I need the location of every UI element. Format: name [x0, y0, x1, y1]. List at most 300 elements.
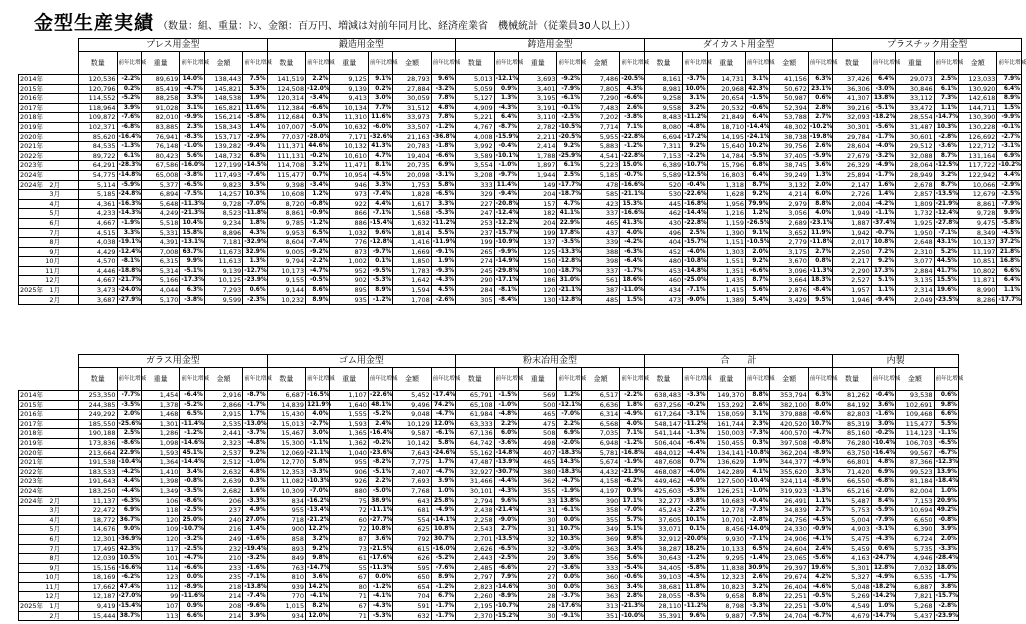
change-rate-cell: -10.3%: [306, 477, 330, 487]
group-header-0: ガラス用金型: [79, 355, 268, 368]
value-cell: 2,443: [456, 554, 494, 564]
value-cell: 475: [519, 419, 557, 429]
value-cell: 313: [581, 602, 619, 612]
value-cell: 569: [519, 391, 557, 401]
change-rate-cell: -23.9%: [243, 276, 267, 286]
change-rate-cell: 25.8%: [431, 496, 455, 506]
change-rate-cell: -32.9%: [243, 238, 267, 248]
change-rate-cell: -9.7%: [494, 170, 518, 180]
change-rate-cell: -2.2%: [683, 506, 707, 516]
change-rate-cell: -12.2%: [494, 218, 518, 228]
group-header-2: 鋳造用金型: [456, 39, 645, 52]
table-row: [19, 563, 1022, 573]
change-rate-cell: -12.1%: [557, 400, 581, 410]
change-rate-cell: -6.1%: [557, 94, 581, 104]
value-cell: 548,147: [644, 419, 682, 429]
value-cell: 30,301: [833, 122, 871, 132]
row-year: 2015年: [20, 84, 44, 93]
change-rate-cell: -15.7%: [683, 238, 707, 248]
value-cell: 54,775: [79, 170, 117, 180]
value-cell: 1,098: [141, 438, 179, 448]
change-rate-cell: 2.6%: [808, 142, 832, 152]
change-rate-cell: 4.0%: [620, 419, 644, 429]
change-rate-cell: -11.8%: [808, 238, 832, 248]
value-cell: 67: [330, 602, 368, 612]
value-cell: 20,735: [393, 161, 431, 171]
value-cell: 64,742: [456, 438, 494, 448]
row-label: [19, 429, 79, 439]
value-cell: 38,681: [644, 582, 682, 592]
change-rate-cell: 0.6%: [808, 94, 832, 104]
change-rate-cell: -12.4%: [494, 209, 518, 219]
value-cell: 4,667: [79, 276, 117, 286]
change-rate-cell: 3.6%: [557, 554, 581, 564]
value-cell: 7,290: [581, 94, 619, 104]
change-rate-cell: -6.6%: [746, 266, 770, 276]
change-rate-cell: -14.3%: [117, 209, 141, 219]
change-rate-cell: 3.1%: [683, 94, 707, 104]
value-cell: 1,389: [707, 295, 745, 305]
change-rate-cell: 2.2%: [557, 419, 581, 429]
change-rate-cell: 1.4%: [243, 122, 267, 132]
change-rate-cell: 2.6%: [746, 573, 770, 583]
value-cell: 182: [519, 209, 557, 219]
column-header-wt: 重量: [330, 52, 368, 75]
change-rate-cell: 2.6%: [620, 103, 644, 113]
value-cell: 214: [204, 611, 242, 621]
change-rate-cell: 4.8%: [243, 467, 267, 477]
change-rate-cell: -3.8%: [683, 496, 707, 506]
table-row: [19, 122, 1022, 132]
value-cell: 18,169: [79, 573, 117, 583]
change-rate-cell: -3.8%: [180, 295, 204, 305]
value-cell: 5,004: [833, 515, 871, 525]
change-rate-cell: -1.6%: [243, 563, 267, 573]
change-rate-cell: -14.7%: [871, 611, 895, 621]
change-rate-cell: 10.4%: [180, 218, 204, 228]
value-cell: 1,349: [141, 486, 179, 496]
change-rate-cell: -18.3%: [557, 448, 581, 458]
change-rate-cell: -1.5%: [746, 94, 770, 104]
value-cell: 77,037: [267, 132, 305, 142]
row-year: 2017年: [20, 103, 44, 112]
change-rate-cell: 9.0%: [117, 525, 141, 535]
change-rate-cell: -6.6%: [494, 563, 518, 573]
row-month: 11月: [45, 266, 60, 275]
value-cell: 2,537: [204, 448, 242, 458]
row-label: [19, 75, 79, 85]
group-header-1: ゴム用金型: [267, 355, 456, 368]
value-cell: 5,185: [581, 170, 619, 180]
change-rate-cell: 9.1%: [368, 75, 392, 85]
change-rate-cell: 10.8%: [368, 525, 392, 535]
change-rate-cell: -1.2%: [368, 295, 392, 305]
change-rate-cell: -23.5%: [934, 295, 958, 305]
change-rate-cell: -4.6%: [808, 582, 832, 592]
row-label: [19, 458, 79, 468]
change-rate-cell: -1.2%: [431, 122, 455, 132]
change-rate-cell: 3.2%: [746, 582, 770, 592]
change-rate-cell: 6.3%: [808, 391, 832, 401]
change-rate-cell: -21.7%: [117, 276, 141, 286]
change-rate-cell: -16.8%: [683, 199, 707, 209]
value-cell: 33,973: [393, 113, 431, 123]
change-rate-cell: -11.8%: [243, 209, 267, 219]
change-rate-cell: -14.8%: [683, 266, 707, 276]
change-rate-cell: -12.1%: [494, 75, 518, 85]
change-rate-cell: 4.0%: [306, 410, 330, 420]
value-cell: 141,519: [267, 75, 305, 85]
value-cell: 8,861: [958, 199, 996, 209]
change-rate-cell: -9.0%: [683, 295, 707, 305]
change-rate-cell: -15.7%: [494, 228, 518, 238]
change-rate-cell: 2.4%: [808, 544, 832, 554]
change-rate-cell: 2.8%: [620, 592, 644, 602]
value-cell: 7,311: [644, 142, 682, 152]
value-cell: 1,410: [141, 467, 179, 477]
change-rate-cell: -1.0%: [494, 161, 518, 171]
change-rate-cell: -14.9%: [494, 257, 518, 267]
value-cell: 31,466: [456, 477, 494, 487]
value-cell: 7,714: [581, 122, 619, 132]
value-cell: 1,949: [833, 209, 871, 219]
column-header-rate: 前年比増減: [871, 52, 895, 75]
change-rate-cell: -4.9%: [871, 573, 895, 583]
change-rate-cell: -17.7%: [557, 180, 581, 190]
value-cell: 3,195: [519, 94, 557, 104]
change-rate-cell: -4.1%: [368, 592, 392, 602]
value-cell: 14,676: [79, 525, 117, 535]
row-label: [19, 151, 79, 161]
value-cell: 1,708: [393, 295, 431, 305]
value-cell: 8,483: [644, 113, 682, 123]
change-rate-cell: 0.3%: [306, 113, 330, 123]
value-cell: 1,216: [707, 209, 745, 219]
value-cell: 10,309: [267, 486, 305, 496]
change-rate-cell: 5.4%: [746, 295, 770, 305]
value-cell: 55: [330, 563, 368, 573]
row-month: 1月: [49, 286, 60, 295]
table-row: [19, 486, 1022, 496]
column-header-rate: 前年比増減: [683, 368, 707, 391]
value-cell: 22,251: [770, 592, 808, 602]
value-cell: 7,293: [204, 286, 242, 296]
value-cell: 360: [581, 573, 619, 583]
change-rate-cell: -0.2%: [871, 429, 895, 439]
change-rate-cell: 2.2%: [306, 75, 330, 85]
value-cell: 5,269: [833, 592, 871, 602]
change-rate-cell: -10.5%: [557, 122, 581, 132]
value-cell: 61: [330, 554, 368, 564]
value-cell: 284: [456, 286, 494, 296]
value-cell: 9,599: [204, 295, 242, 305]
value-cell: 7,693: [393, 477, 431, 487]
value-cell: 183,250: [79, 486, 117, 496]
value-cell: 4,432: [581, 467, 619, 477]
value-cell: 1,303: [707, 247, 745, 257]
change-rate-cell: -2.9%: [243, 132, 267, 142]
change-rate-cell: 9.2%: [306, 544, 330, 554]
value-cell: 1,593: [330, 419, 368, 429]
value-cell: 423: [581, 199, 619, 209]
change-rate-cell: -15.4%: [117, 602, 141, 612]
change-rate-cell: -2.7%: [997, 132, 1022, 142]
change-rate-cell: -16.4%: [117, 132, 141, 142]
value-cell: 150: [519, 257, 557, 267]
change-rate-cell: -5.8%: [683, 563, 707, 573]
value-cell: 5,314: [141, 266, 179, 276]
value-cell: 858: [267, 534, 305, 544]
value-cell: 30,846: [896, 84, 934, 94]
change-rate-cell: 3.0%: [368, 94, 392, 104]
row-month: 6月: [49, 218, 60, 227]
change-rate-cell: -23.1%: [808, 218, 832, 228]
value-cell: 2,290: [833, 266, 871, 276]
change-rate-cell: -1.9%: [620, 458, 644, 468]
change-rate-cell: -18.2%: [871, 113, 895, 123]
column-header-qty: 数量: [79, 368, 117, 391]
value-cell: 249,292: [79, 410, 117, 420]
change-rate-cell: -21.2%: [306, 515, 330, 525]
value-cell: 8,720: [267, 199, 305, 209]
value-cell: 15,430: [267, 410, 305, 420]
value-cell: 9,125: [330, 75, 368, 85]
change-rate-cell: -3.4%: [306, 180, 330, 190]
column-header-wt: 重量: [896, 52, 934, 75]
value-cell: 29: [519, 554, 557, 564]
value-cell: 2,314: [896, 286, 934, 296]
change-rate-cell: 6.4%: [746, 113, 770, 123]
change-rate-cell: 1.4%: [243, 525, 267, 535]
table-row: [19, 438, 1022, 448]
value-cell: 952: [330, 266, 368, 276]
change-rate-cell: -13.5%: [934, 190, 958, 200]
row-label: [19, 438, 79, 448]
value-cell: 114,123: [896, 429, 934, 439]
change-rate-cell: -4.7%: [808, 429, 832, 439]
change-rate-cell: 16.8%: [997, 257, 1022, 267]
value-cell: 99,523: [896, 467, 934, 477]
row-label-header: [19, 368, 79, 391]
value-cell: 191,538: [79, 458, 117, 468]
change-rate-cell: 3.2%: [306, 534, 330, 544]
change-rate-cell: -3.1%: [683, 410, 707, 420]
row-label: [19, 190, 79, 200]
change-rate-cell: 2.7%: [808, 113, 832, 123]
change-rate-cell: -1.0%: [180, 142, 204, 152]
change-rate-cell: 5.8%: [431, 438, 455, 448]
value-cell: 35,391: [644, 611, 682, 621]
value-cell: 5,518: [141, 218, 179, 228]
change-rate-cell: 2.7%: [808, 506, 832, 516]
change-rate-cell: -6.3%: [117, 496, 141, 506]
change-rate-cell: 25.0%: [180, 515, 204, 525]
change-rate-cell: 2.6%: [746, 400, 770, 410]
change-rate-cell: 1.0%: [934, 486, 958, 496]
change-rate-cell: 4.2%: [808, 573, 832, 583]
row-month: 3月: [49, 506, 60, 515]
change-rate-cell: 2.5%: [934, 75, 958, 85]
column-header-rate: 前年比増減: [117, 52, 141, 75]
value-cell: 37,405: [770, 151, 808, 161]
value-cell: 7,768: [393, 486, 431, 496]
value-cell: 28: [519, 602, 557, 612]
change-rate-cell: 12.8%: [871, 563, 895, 573]
value-cell: 2,648: [896, 238, 934, 248]
value-cell: 906: [330, 467, 368, 477]
value-cell: 85,160: [833, 429, 871, 439]
value-cell: 445: [644, 199, 682, 209]
row-year: 2024年: [20, 170, 44, 179]
change-rate-cell: -7.1%: [683, 286, 707, 296]
change-rate-cell: -2.2%: [117, 75, 141, 85]
change-rate-cell: -19.4%: [243, 544, 267, 554]
value-cell: 6,314: [581, 410, 619, 420]
value-cell: 449,462: [644, 477, 682, 487]
change-rate-cell: -11.1%: [368, 506, 392, 516]
change-rate-cell: -8.7%: [243, 391, 267, 401]
value-cell: 460: [644, 276, 682, 286]
change-rate-cell: -8.1%: [117, 257, 141, 267]
value-cell: 41,307: [833, 94, 871, 104]
change-rate-cell: 6.1%: [557, 161, 581, 171]
value-cell: 4,679: [833, 611, 871, 621]
value-cell: 2,632: [204, 467, 242, 477]
change-rate-cell: 42.3%: [117, 544, 141, 554]
change-rate-cell: -6.4%: [180, 391, 204, 401]
value-cell: 161,744: [707, 419, 745, 429]
value-cell: 15,796: [707, 161, 745, 171]
value-cell: 112: [141, 582, 179, 592]
change-rate-cell: 3.0%: [871, 419, 895, 429]
change-rate-cell: -14.8%: [494, 448, 518, 458]
value-cell: 144,711: [958, 103, 996, 113]
change-rate-cell: 6.7%: [431, 592, 455, 602]
value-cell: 7,032: [896, 563, 934, 573]
change-rate-cell: -9.2%: [557, 75, 581, 85]
change-rate-cell: 1.1%: [871, 286, 895, 296]
change-rate-cell: -14.5%: [243, 161, 267, 171]
value-cell: 126,251: [707, 486, 745, 496]
value-cell: 5,013: [456, 75, 494, 85]
column-header-rate: 前年比増減: [746, 52, 770, 75]
value-cell: 2,485: [456, 563, 494, 573]
change-rate-cell: -6.6%: [620, 94, 644, 104]
value-cell: 29,784: [833, 132, 871, 142]
change-rate-cell: -2.8%: [934, 132, 958, 142]
change-rate-cell: 48.1%: [368, 400, 392, 410]
value-cell: 232: [204, 544, 242, 554]
change-rate-cell: -5.8%: [243, 113, 267, 123]
change-rate-cell: 6.0%: [808, 190, 832, 200]
change-rate-cell: 21.8%: [997, 247, 1022, 257]
change-rate-cell: 6.5%: [746, 544, 770, 554]
value-cell: 11,673: [204, 247, 242, 257]
value-cell: 1,944: [519, 170, 557, 180]
change-rate-cell: -3.7%: [243, 429, 267, 439]
change-rate-cell: -5.8%: [997, 218, 1022, 228]
column-header-rate: 前年比増減: [306, 368, 330, 391]
change-rate-cell: -29.8%: [494, 266, 518, 276]
change-rate-cell: 3.9%: [934, 525, 958, 535]
value-cell: 107: [141, 602, 179, 612]
change-rate-cell: -9.4%: [871, 295, 895, 305]
change-rate-cell: -9.5%: [368, 266, 392, 276]
value-cell: 137: [519, 238, 557, 248]
value-cell: 109,468: [896, 410, 934, 420]
change-rate-cell: 3.1%: [746, 75, 770, 85]
value-cell: 1,555: [330, 410, 368, 420]
change-rate-cell: 4.1%: [746, 467, 770, 477]
table-row: [19, 592, 1022, 602]
change-rate-cell: -14.7%: [934, 113, 958, 123]
change-rate-cell: -9.3%: [431, 266, 455, 276]
value-cell: 115,477: [896, 419, 934, 429]
value-cell: 12,770: [267, 458, 305, 468]
change-rate-cell: -21.1%: [620, 190, 644, 200]
row-label: [19, 218, 79, 228]
row-month: 5月: [49, 209, 60, 218]
change-rate-cell: 4.4%: [368, 199, 392, 209]
value-cell: 5,114: [79, 180, 117, 190]
change-rate-cell: -14.2%: [871, 592, 895, 602]
column-header-rate: 前年比増減: [934, 368, 958, 391]
value-cell: 1,351: [707, 266, 745, 276]
value-cell: 99,567: [896, 448, 934, 458]
value-cell: 27,679: [833, 151, 871, 161]
change-rate-cell: 0.3%: [243, 477, 267, 487]
value-cell: 453: [644, 266, 682, 276]
change-rate-cell: -0.2%: [368, 438, 392, 448]
value-cell: 9,048: [393, 410, 431, 420]
value-cell: 20,968: [707, 84, 745, 94]
change-rate-cell: -11.2%: [683, 602, 707, 612]
column-header-amt: 金額: [770, 368, 808, 391]
value-cell: 30: [519, 582, 557, 592]
table-row: [19, 257, 1022, 267]
value-cell: 65,108: [456, 400, 494, 410]
value-cell: 2,857: [896, 190, 934, 200]
value-cell: 30: [519, 611, 557, 621]
value-cell: 484,012: [644, 448, 682, 458]
value-cell: 362: [519, 477, 557, 487]
value-cell: 123,033: [958, 75, 996, 85]
change-rate-cell: -4.7%: [180, 554, 204, 564]
value-cell: 28,055: [644, 592, 682, 602]
change-rate-cell: -26.5%: [746, 218, 770, 228]
change-rate-cell: -3.3%: [683, 391, 707, 401]
value-cell: 32: [519, 534, 557, 544]
value-cell: 11,197: [958, 247, 996, 257]
value-cell: 1,956: [707, 199, 745, 209]
value-cell: 1,617: [393, 199, 431, 209]
row-year: 2022年: [20, 151, 44, 160]
column-header-rate: 前年比増減: [243, 52, 267, 75]
change-rate-cell: -6.2%: [620, 477, 644, 487]
row-year: 2018年: [20, 113, 44, 122]
change-rate-cell: -3.4%: [306, 94, 330, 104]
value-cell: 420,520: [770, 419, 808, 429]
value-cell: 5,377: [141, 180, 179, 190]
change-rate-cell: -25.0%: [683, 276, 707, 286]
value-cell: 1,669: [393, 247, 431, 257]
change-rate-cell: -3.3%: [306, 467, 330, 477]
change-rate-cell: 42.3%: [746, 84, 770, 94]
value-cell: 704: [393, 592, 431, 602]
change-rate-cell: -16.6%: [117, 563, 141, 573]
change-rate-cell: -1.0%: [494, 400, 518, 410]
change-rate-cell: -13.0%: [243, 419, 267, 429]
